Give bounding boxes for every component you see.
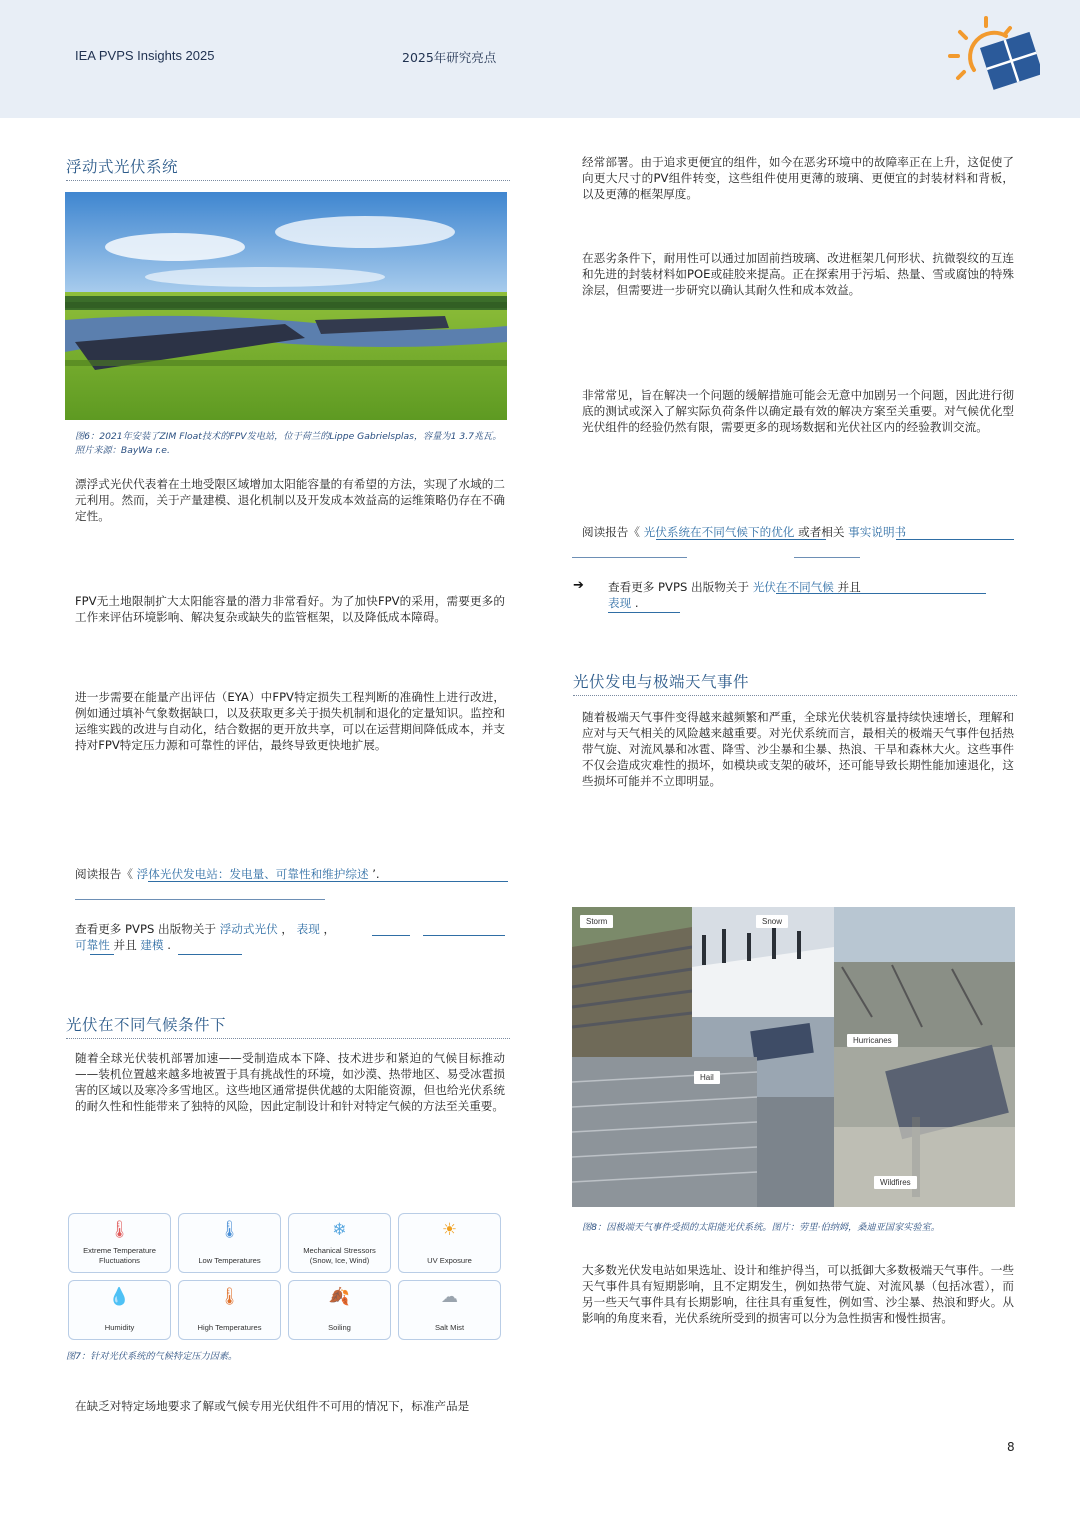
sun-uv-icon: ☀ bbox=[441, 1220, 458, 1240]
link-underline bbox=[608, 612, 680, 613]
damaged-pv-collage-image bbox=[572, 907, 1015, 1207]
extreme-weather-damage-photo bbox=[572, 907, 1015, 1207]
conjunction-and: 并且 bbox=[837, 580, 861, 594]
figure8-caption: 图8：因极端天气事件受损的太阳能光伏系统。图片：劳里·伯纳姆，桑迪亚国家实验室。 bbox=[582, 1222, 940, 1233]
tile-label: UV Exposure bbox=[427, 1256, 472, 1265]
period: . bbox=[634, 596, 639, 610]
figure6-caption: 图6：2021年安装了ZIM Float技术的FPV发电站，位于荷兰的Lippe Gabrielsplas，容量为1 3.7兆瓦。照片来源：BayWa r.e. bbox=[75, 431, 502, 456]
more-publications-left bbox=[75, 921, 515, 953]
link-floating-pv[interactable]: 浮动式光伏 bbox=[219, 922, 278, 936]
read-report-line-right bbox=[582, 524, 1022, 540]
section-heading-extreme-weather: 光伏发电与极端天气事件 bbox=[573, 673, 750, 691]
floating-pv-photo bbox=[65, 192, 507, 420]
sun-and-solar-panel-logo bbox=[944, 14, 1040, 102]
tile-extreme-temperature bbox=[68, 1213, 171, 1273]
salt-mist-icon: ☁ bbox=[441, 1287, 458, 1307]
link-modeling[interactable]: 建模 bbox=[140, 938, 164, 952]
tile-high-temperatures bbox=[178, 1280, 281, 1340]
soiling-icon: 🍂 bbox=[328, 1287, 351, 1307]
report-title: IEA PVPS Insights 2025 bbox=[75, 48, 215, 63]
link-underline bbox=[423, 935, 505, 936]
cold-thermometer-icon: 🌡 bbox=[218, 1220, 241, 1240]
conjunction-or: 或者相关 bbox=[798, 525, 845, 539]
photo-label-hail: Hail bbox=[694, 1071, 720, 1084]
floating-pv-paragraph-3: 进一步需要在能量产出评估（EYA）中FPV特定损失工程判断的准确性上进行改进，例如通过填补气象数据缺口，以及获取更多关于损失机制和退化的定量知识。监控和运维实践的改进与自动化，结合数据的更开放共享，可以在运营期间降低成本，并支持对FPV特定压力源和可靠性的评估，最终导致更快地扩展。 bbox=[75, 690, 505, 752]
heading-divider bbox=[573, 695, 1017, 696]
wind-snow-icon: ❄ bbox=[332, 1220, 347, 1240]
link-performance-right[interactable]: 表现 bbox=[608, 596, 632, 610]
hot-thermometer-icon: 🌡 bbox=[218, 1287, 241, 1307]
photo-label-snow: Snow bbox=[756, 915, 788, 928]
tile-uv-exposure bbox=[398, 1213, 501, 1273]
page-number: 8 bbox=[1007, 1440, 1015, 1454]
heading-divider bbox=[66, 180, 510, 181]
separator: ， bbox=[281, 922, 293, 936]
tile-label: Soiling bbox=[328, 1323, 351, 1332]
link-underline bbox=[178, 954, 242, 955]
tile-mechanical-stressors bbox=[288, 1213, 391, 1273]
link-underline bbox=[75, 899, 325, 900]
climates-paragraph-2: 在缺乏对特定场地要求了解或气候专用光伏组件不可用的情况下，标准产品是 bbox=[75, 1399, 470, 1413]
right-paragraph-2: 在恶劣条件下，耐用性可以通过加固前挡玻璃、改进框架几何形状、抗微裂纹的互连和先进的封装材料如POE或硅胶来提高。正在探索用于污垢、热量、雪或腐蚀的特殊涂层，但需要进一步研究以确认其耐久性和成本效益。 bbox=[582, 251, 1014, 297]
link-underline bbox=[90, 954, 114, 955]
link-underline bbox=[896, 539, 1014, 540]
link-reliability[interactable]: 可靠性 bbox=[75, 938, 110, 952]
tile-soiling bbox=[288, 1280, 391, 1340]
tile-low-temperatures bbox=[178, 1213, 281, 1273]
right-paragraph-1: 经常部署。由于追求更便宜的组件，如今在恶劣环境中的故障率正在上升，这促使了向更大尺寸的PV组件转变，这些组件使用更薄的玻璃、更便宜的封装材料和背板，以及更薄的框架厚度。 bbox=[582, 155, 1014, 201]
thermometer-icon: 🌡 bbox=[108, 1220, 131, 1240]
read-report-prefix: 阅读报告《 bbox=[582, 525, 640, 539]
tile-label: Salt Mist bbox=[434, 1323, 465, 1332]
read-report-line-left bbox=[75, 866, 515, 882]
link-pv-in-climates[interactable]: 光伏在不同气候 bbox=[752, 580, 834, 594]
section-heading-climates: 光伏在不同气候条件下 bbox=[66, 1016, 227, 1034]
separator: ， bbox=[323, 922, 336, 936]
tile-label: Extreme Temperature Fluctuations bbox=[83, 1246, 156, 1265]
period: . bbox=[167, 938, 171, 952]
figure7-caption: 图7：针对光伏系统的气候特定压力因素。 bbox=[66, 1351, 238, 1362]
link-underline bbox=[372, 935, 410, 936]
tile-label: Mechanical Stressors (Snow, Ice, Wind) bbox=[303, 1246, 376, 1265]
climate-stressors-figure bbox=[68, 1213, 502, 1343]
link-underline bbox=[776, 593, 986, 594]
section-title: 2025年研究亮点 bbox=[402, 50, 497, 65]
arrow-right-icon: ➔ bbox=[573, 578, 584, 593]
read-report-link-climates[interactable]: 光伏系统在不同气候下的优化 bbox=[643, 525, 795, 539]
link-underline bbox=[148, 881, 508, 882]
read-report-suffix: ’. bbox=[372, 867, 380, 881]
more-publications-right bbox=[608, 579, 1008, 611]
photo-label-hurricanes: Hurricanes bbox=[847, 1034, 898, 1047]
tile-salt-mist bbox=[398, 1280, 501, 1340]
read-report-link-factsheet[interactable]: 事实说明书 bbox=[848, 525, 907, 539]
conjunction-and: 并且 bbox=[113, 938, 137, 952]
floating-pv-paragraph-1: 漂浮式光伏代表着在土地受限区域增加太阳能容量的有希望的方法，实现了水域的二元利用。然而，关于产量建模、退化机制以及开发成本效益高的运维策略仍存在不确定性。 bbox=[75, 477, 505, 523]
more-publications-prefix: 查看更多 PVPS 出版物关于 bbox=[608, 580, 749, 594]
section-heading-floating-pv: 浮动式光伏系统 bbox=[66, 158, 179, 176]
tile-humidity bbox=[68, 1280, 171, 1340]
tile-label: Humidity bbox=[104, 1323, 135, 1332]
link-performance[interactable]: 表现 bbox=[296, 922, 320, 936]
photo-label-wildfires: Wildfires bbox=[874, 1176, 917, 1189]
tile-label: Low Temperatures bbox=[198, 1256, 261, 1265]
more-publications-prefix: 查看更多 PVPS 出版物关于 bbox=[75, 922, 216, 936]
floating-pv-paragraph-2: FPV无土地限制扩大太阳能容量的潜力非常看好。为了加快FPV的采用，需要更多的工作来评估环境影响、解决复杂或缺失的监管框架，以及降低成本障碍。 bbox=[75, 594, 505, 624]
read-report-link-fpv[interactable]: 浮体光伏发电站：发电量、可靠性和维护综述 bbox=[136, 867, 369, 881]
right-paragraph-3: 非常常见，旨在解决一个问题的缓解措施可能会无意中加剧另一个问题，因此进行彻底的测试或深入了解实际负荷条件以确定最有效的解决方案至关重要。对气候优化型光伏组件的经验仍然有限，需要更多的现场数据和光伏社区内的经验教训交流。 bbox=[582, 388, 1014, 434]
water-drop-icon: 💧 bbox=[108, 1287, 131, 1307]
link-underline bbox=[572, 557, 687, 558]
photo-label-storm: Storm bbox=[580, 915, 613, 928]
page-header bbox=[0, 0, 1080, 118]
tile-label: High Temperatures bbox=[197, 1323, 262, 1332]
heading-divider bbox=[66, 1038, 510, 1039]
link-underline bbox=[794, 557, 860, 558]
floating-solar-plant-image bbox=[65, 192, 507, 420]
extreme-weather-paragraph-2: 大多数光伏发电站如果选址、设计和维护得当，可以抵御大多数极端天气事件。一些天气事件具有短期影响，且不定期发生，例如热带气旋、对流风暴（包括冰雹），而另一些天气事件具有长期影响，往往具有重复性，例如雪、沙尘暴、热浪和野火。从影响的角度来看，光伏系统所受到的损害可以分为急性损害和慢性损害。 bbox=[582, 1263, 1014, 1325]
extreme-weather-paragraph-1: 随着极端天气事件变得越来越频繁和严重，全球光伏装机容量持续快速增长，理解和应对与天气相关的风险越来越重要。对光伏系统而言，最相关的极端天气事件包括热带气旋、对流风暴和冰雹、降雪、沙尘暴和尘暴、热浪、干旱和森林大火。这些事件不仅会造成灾难性的损坏，如模块或支架的破坏，还可能导致长期性能加速退化，这些损坏可能并不立即明显。 bbox=[582, 710, 1014, 788]
read-report-prefix: 阅读报告《 bbox=[75, 867, 133, 881]
climates-paragraph-1: 随着全球光伏装机部署加速——受制造成本下降、技术进步和紧迫的气候目标推动——装机位置越来越多地被置于具有挑战性的环境，如沙漠、热带地区、易受冰雹损害的区域以及寒冷多雪地区。这些地区通常提供优越的太阳能资源，但也给光伏系统的耐久性和性能带来了独特的风险，因此定制设计和针对特定气候的方法至关重要。 bbox=[75, 1051, 505, 1113]
link-underline bbox=[656, 539, 826, 540]
